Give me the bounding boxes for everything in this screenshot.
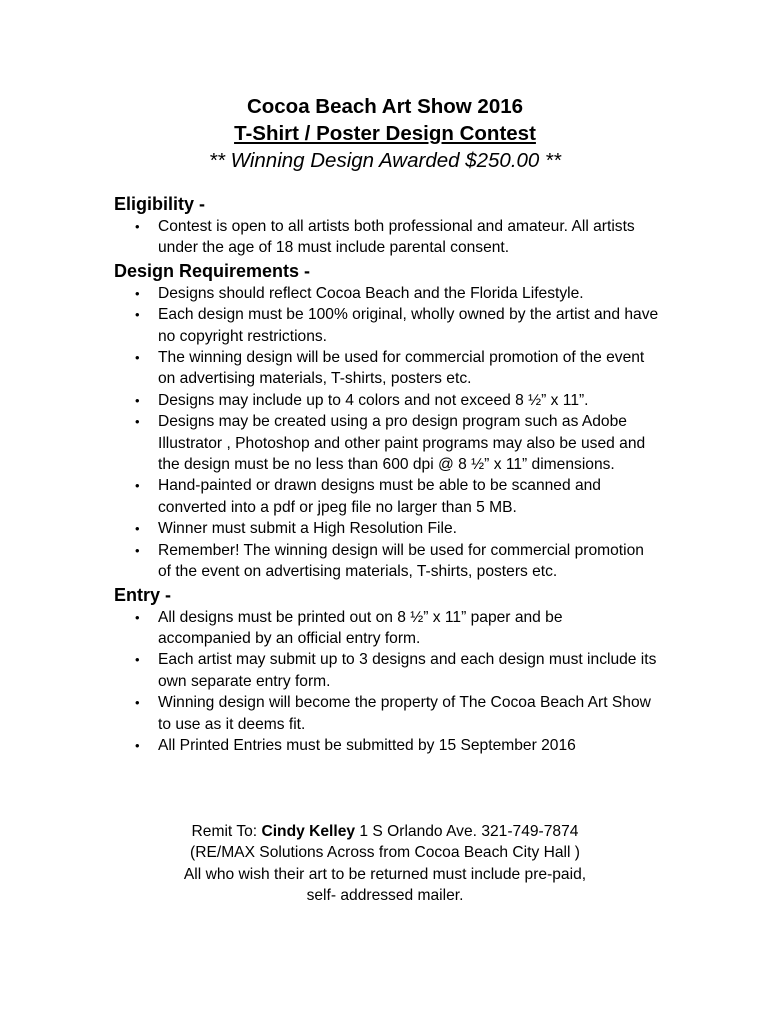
list-item-text: Winner must submit a High Resolution File.	[158, 520, 457, 538]
remit-line-1	[100, 821, 670, 842]
list-item	[135, 216, 659, 259]
list-item-text: Winning design will become the property of The Cocoa Beach Art Show to use as it deems fit.	[158, 694, 651, 733]
list-item-text: Contest is open to all artists both professional and amateur. All artists under the age of 18 must include parental consent.	[158, 218, 635, 257]
bullet-icon: •	[135, 392, 140, 408]
document-body	[114, 192, 659, 756]
bullet-icon: •	[135, 652, 140, 668]
document-header	[0, 93, 770, 174]
remit-name: Cindy Kelley	[261, 823, 356, 840]
list-item-text: Designs may be created using a pro design program such as Adobe Illustrator , Photoshop and other paint programs may also be used and the design must be no less than 600 dpi @ 8 ½” x 11” dimensions.	[158, 413, 646, 474]
list-item-text: Designs may include up to 4 colors and not exceed 8 ½” x 11”.	[158, 391, 589, 409]
bullet-icon: •	[135, 542, 140, 558]
list-item-text: All designs must be printed out on 8 ½” x 11” paper and be accompanied by an official entry form.	[158, 608, 563, 647]
list-item	[135, 347, 659, 390]
list-item	[135, 735, 659, 756]
list-item-text: Each design must be 100% original, wholly owned by the artist and have no copyright restrictions.	[158, 306, 659, 345]
remit-line-3: All who wish their art to be returned must include pre-paid,	[183, 865, 587, 883]
list-item	[135, 411, 659, 475]
list-item-text: Designs should reflect Cocoa Beach and the Florida Lifestyle.	[158, 284, 584, 302]
list-item	[135, 540, 659, 583]
list-item-text: Hand-painted or drawn designs must be able to be scanned and converted into a pdf or jpeg file no larger than 5 MB.	[158, 477, 601, 516]
remit-prefix: Remit To:	[191, 823, 262, 840]
list-item	[135, 283, 659, 304]
page-subtitle: T-Shirt / Poster Design Contest	[234, 122, 536, 145]
remit-block	[100, 821, 670, 907]
list-item	[135, 649, 659, 692]
bullet-icon: •	[135, 307, 140, 323]
bullet-list	[114, 607, 659, 757]
list-item	[135, 692, 659, 735]
section-design-requirements	[114, 259, 659, 583]
list-item-text: All Printed Entries must be submitted by 15 September 2016	[158, 736, 576, 754]
bullet-icon: •	[135, 219, 140, 234]
list-item-text: Each artist may submit up to 3 designs and each design must include its own separate entry form.	[158, 651, 657, 690]
bullet-icon: •	[135, 350, 140, 366]
bullet-icon: •	[135, 521, 140, 537]
list-item-text: The winning design will be used for commercial promotion of the event on advertising materials, T-shirts, posters etc.	[158, 349, 645, 388]
section-entry	[114, 583, 659, 757]
remit-line-4: self- addressed mailer.	[306, 887, 464, 905]
bullet-icon: •	[135, 285, 140, 301]
award-line: ** Winning Design Awarded $250.00 **	[209, 149, 561, 172]
bullet-icon: •	[135, 478, 140, 494]
bullet-icon: •	[135, 414, 140, 430]
bullet-icon: •	[135, 737, 140, 753]
bullet-list	[114, 216, 659, 259]
list-item-text: Remember! The winning design will be used for commercial promotion of the event on advertising materials, T-shirts, posters etc.	[158, 541, 644, 581]
list-item	[135, 518, 659, 539]
bullet-icon: •	[135, 609, 140, 625]
section-eligibility	[114, 192, 659, 259]
list-item	[135, 304, 659, 347]
page-title: Cocoa Beach Art Show 2016	[246, 95, 524, 118]
bullet-list	[114, 283, 659, 583]
list-item	[135, 475, 659, 518]
section-heading: Design Requirements -	[114, 260, 311, 281]
bullet-icon: •	[135, 695, 140, 711]
remit-address: 1 S Orlando Ave. 321-749-7874	[355, 823, 579, 840]
list-item	[135, 607, 659, 650]
section-heading: Entry -	[114, 584, 172, 605]
remit-line-2: (RE/MAX Solutions Across from Cocoa Beach City Hall )	[190, 844, 580, 862]
list-item	[135, 390, 659, 411]
section-heading: Eligibility -	[114, 194, 206, 214]
